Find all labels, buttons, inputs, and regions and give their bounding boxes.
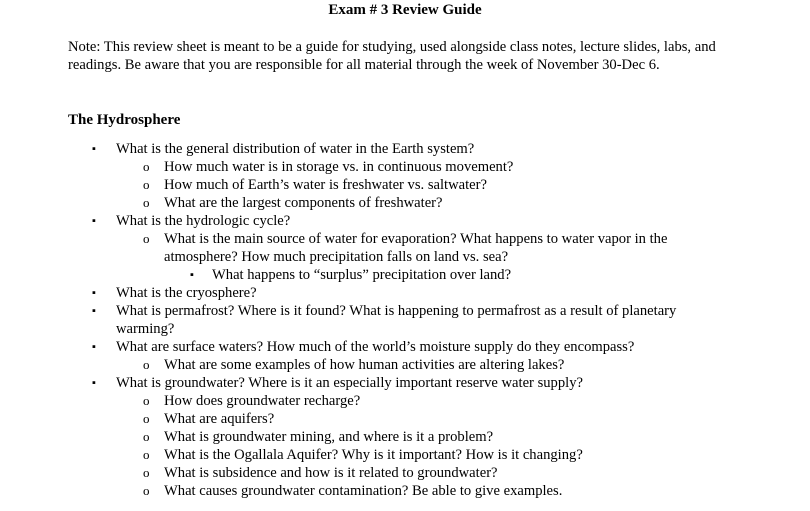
list-item-text: What is the Ogallala Aquifer? Why is it important? How is it changing?	[164, 447, 583, 463]
circle-bullet-icon: o	[143, 177, 150, 192]
list-item	[0, 266, 810, 284]
list-item	[0, 392, 810, 410]
list-item-text: What is groundwater? Where is it an especially important reserve water supply?	[116, 375, 583, 391]
list-item-text: What are surface waters? How much of the world’s moisture supply do they encompass?	[116, 339, 635, 355]
list-item	[0, 428, 810, 446]
square-bullet-icon: ▪	[92, 143, 96, 155]
list-item-text: What are aquifers?	[164, 411, 275, 427]
circle-bullet-icon: o	[143, 465, 150, 480]
square-bullet-icon: ▪	[92, 287, 96, 299]
list-item	[0, 302, 810, 338]
list-item	[0, 230, 810, 266]
list-item-text: How much of Earth’s water is freshwater vs. saltwater?	[164, 177, 487, 193]
list-item-text: What causes groundwater contamination? Be able to give examples.	[164, 483, 563, 499]
square-bullet-icon: ▪	[190, 269, 194, 281]
circle-bullet-icon: o	[143, 447, 150, 462]
list-item	[0, 176, 810, 194]
document-title: Exam # 3 Review Guide	[328, 2, 482, 18]
intro-note: Note: This review sheet is meant to be a guide for studying, used alongside class notes, lecture slides, labs, and readings. Be aware that you are responsible for all material through the week of November 30-Dec 6.	[68, 39, 716, 73]
list-item-text: What happens to “surplus” precipitation over land?	[212, 267, 512, 283]
list-item	[0, 464, 810, 482]
section-heading: The Hydrosphere	[68, 112, 181, 128]
list-item-text: What is the cryosphere?	[116, 285, 257, 301]
list-item	[0, 374, 810, 392]
list-item-text: How much water is in storage vs. in continuous movement?	[164, 159, 514, 175]
list-item	[0, 482, 810, 500]
list-item	[0, 140, 810, 158]
square-bullet-icon: ▪	[92, 377, 96, 389]
circle-bullet-icon: o	[143, 393, 150, 408]
list-item	[0, 212, 810, 230]
circle-bullet-icon: o	[143, 429, 150, 444]
circle-bullet-icon: o	[143, 357, 150, 372]
list-item-text: What are the largest components of freshwater?	[164, 195, 443, 211]
list-item-text: What is the main source of water for evaporation? What happens to water vapor in the atmosphere? How much precipitation falls on land vs. sea?	[164, 231, 668, 265]
list-item-text: What is permafrost? Where is it found? What is happening to permafrost as a result of planetary warming?	[116, 303, 677, 337]
circle-bullet-icon: o	[143, 411, 150, 426]
list-item	[0, 338, 810, 356]
list-item-text: What is groundwater mining, and where is it a problem?	[164, 429, 494, 445]
square-bullet-icon: ▪	[92, 215, 96, 227]
list-item-text: What is subsidence and how is it related to groundwater?	[164, 465, 498, 481]
list-item-text: What is the hydrologic cycle?	[116, 213, 291, 229]
list-item-text: What are some examples of how human activities are altering lakes?	[164, 357, 565, 373]
list-item	[0, 446, 810, 464]
list-item	[0, 284, 810, 302]
circle-bullet-icon: o	[143, 195, 150, 210]
list-item	[0, 158, 810, 176]
circle-bullet-icon: o	[143, 483, 150, 498]
list-item	[0, 356, 810, 374]
list-item-text: What is the general distribution of water in the Earth system?	[116, 141, 475, 157]
square-bullet-icon: ▪	[92, 305, 96, 317]
circle-bullet-icon: o	[143, 159, 150, 174]
list-item	[0, 194, 810, 212]
question-list	[0, 140, 810, 500]
list-item	[0, 410, 810, 428]
circle-bullet-icon: o	[143, 231, 150, 246]
square-bullet-icon: ▪	[92, 341, 96, 353]
list-item-text: How does groundwater recharge?	[164, 393, 361, 409]
